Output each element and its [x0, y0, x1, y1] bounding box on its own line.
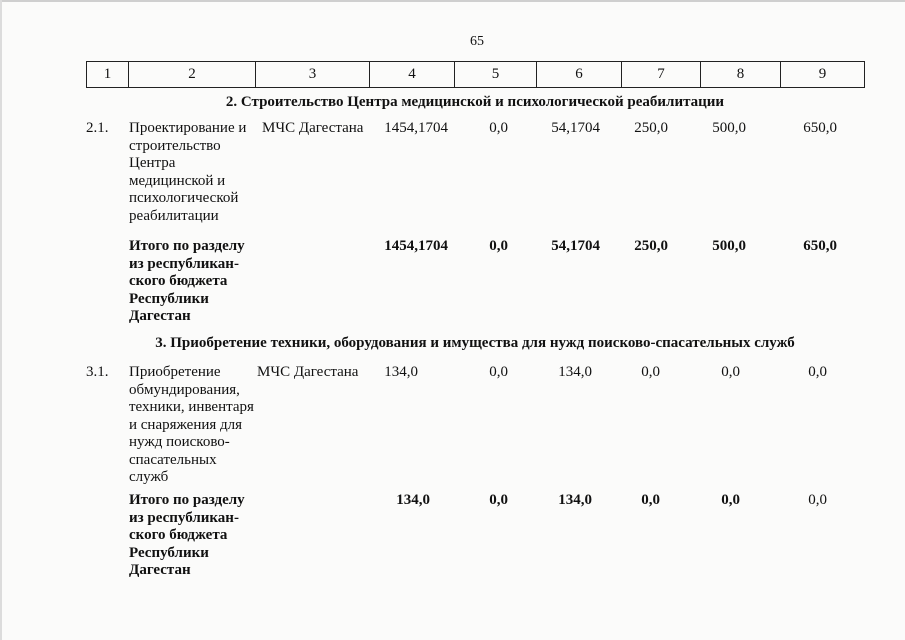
total-value-col5: 0,0 — [489, 492, 508, 508]
total-value-col7: 0,0 — [641, 492, 660, 508]
total-value-col6: 134,0 — [558, 492, 592, 508]
value-col6: 54,1704 — [551, 120, 600, 136]
value-col6: 134,0 — [558, 364, 592, 380]
total-value-col9: 0,0 — [808, 492, 827, 508]
value-col9: 0,0 — [808, 364, 827, 380]
total-value-col8: 0,0 — [721, 492, 740, 508]
row-name: Проектирование и строительство Центра медицинской и психологической реабилитации — [129, 120, 247, 224]
column-number-cell: 5 — [455, 62, 537, 88]
scan-edge-left — [0, 0, 2, 640]
column-number-cell: 8 — [701, 62, 781, 88]
value-col5: 0,0 — [489, 364, 508, 380]
total-value-total: 1454,1704 — [384, 238, 448, 254]
column-number-cell: 9 — [781, 62, 865, 88]
row-executor: МЧС Дагестана — [257, 364, 359, 380]
column-number-cell: 7 — [622, 62, 701, 88]
value-col9: 650,0 — [803, 120, 837, 136]
column-number-cell: 2 — [129, 62, 256, 88]
total-value-col9: 650,0 — [803, 238, 837, 254]
column-number-cell: 4 — [370, 62, 455, 88]
total-value-col8: 500,0 — [712, 238, 746, 254]
value-col8: 0,0 — [721, 364, 740, 380]
page-number: 65 — [470, 34, 484, 49]
total-value-col7: 250,0 — [634, 238, 668, 254]
value-col7: 0,0 — [641, 364, 660, 380]
column-number-cell: 1 — [87, 62, 129, 88]
section-3-total-label: Итого по разделу из республикан- ского бюджета Республики Дагестан — [129, 492, 245, 578]
column-number-cell: 6 — [537, 62, 622, 88]
value-col7: 250,0 — [634, 120, 668, 136]
section-3-title: 3. Приобретение техники, оборудования и имущества для нужд поисково-спасательных служб — [155, 335, 795, 351]
total-value-col5: 0,0 — [489, 238, 508, 254]
row-number: 2.1. — [86, 120, 109, 136]
row-number: 3.1. — [86, 364, 109, 380]
total-value-total: 134,0 — [396, 492, 430, 508]
value-col5: 0,0 — [489, 120, 508, 136]
value-total: 1454,1704 — [384, 120, 448, 136]
section-2-title: 2. Строительство Центра медицинской и психологической реабилитации — [225, 94, 725, 110]
value-total: 134,0 — [384, 364, 418, 380]
column-number-header — [86, 61, 865, 88]
row-executor: МЧС Дагестана — [262, 120, 364, 136]
section-2-total-label: Итого по разделу из республикан- ского бюджета Республики Дагестан — [129, 238, 245, 324]
row-name: Приобретение обмундирования, техники, инвентаря и снаряжения для нужд поисково- спасательных служб — [129, 364, 254, 485]
column-number-cell: 3 — [256, 62, 370, 88]
scan-edge-top — [0, 0, 905, 2]
value-col8: 500,0 — [712, 120, 746, 136]
total-value-col6: 54,1704 — [551, 238, 600, 254]
